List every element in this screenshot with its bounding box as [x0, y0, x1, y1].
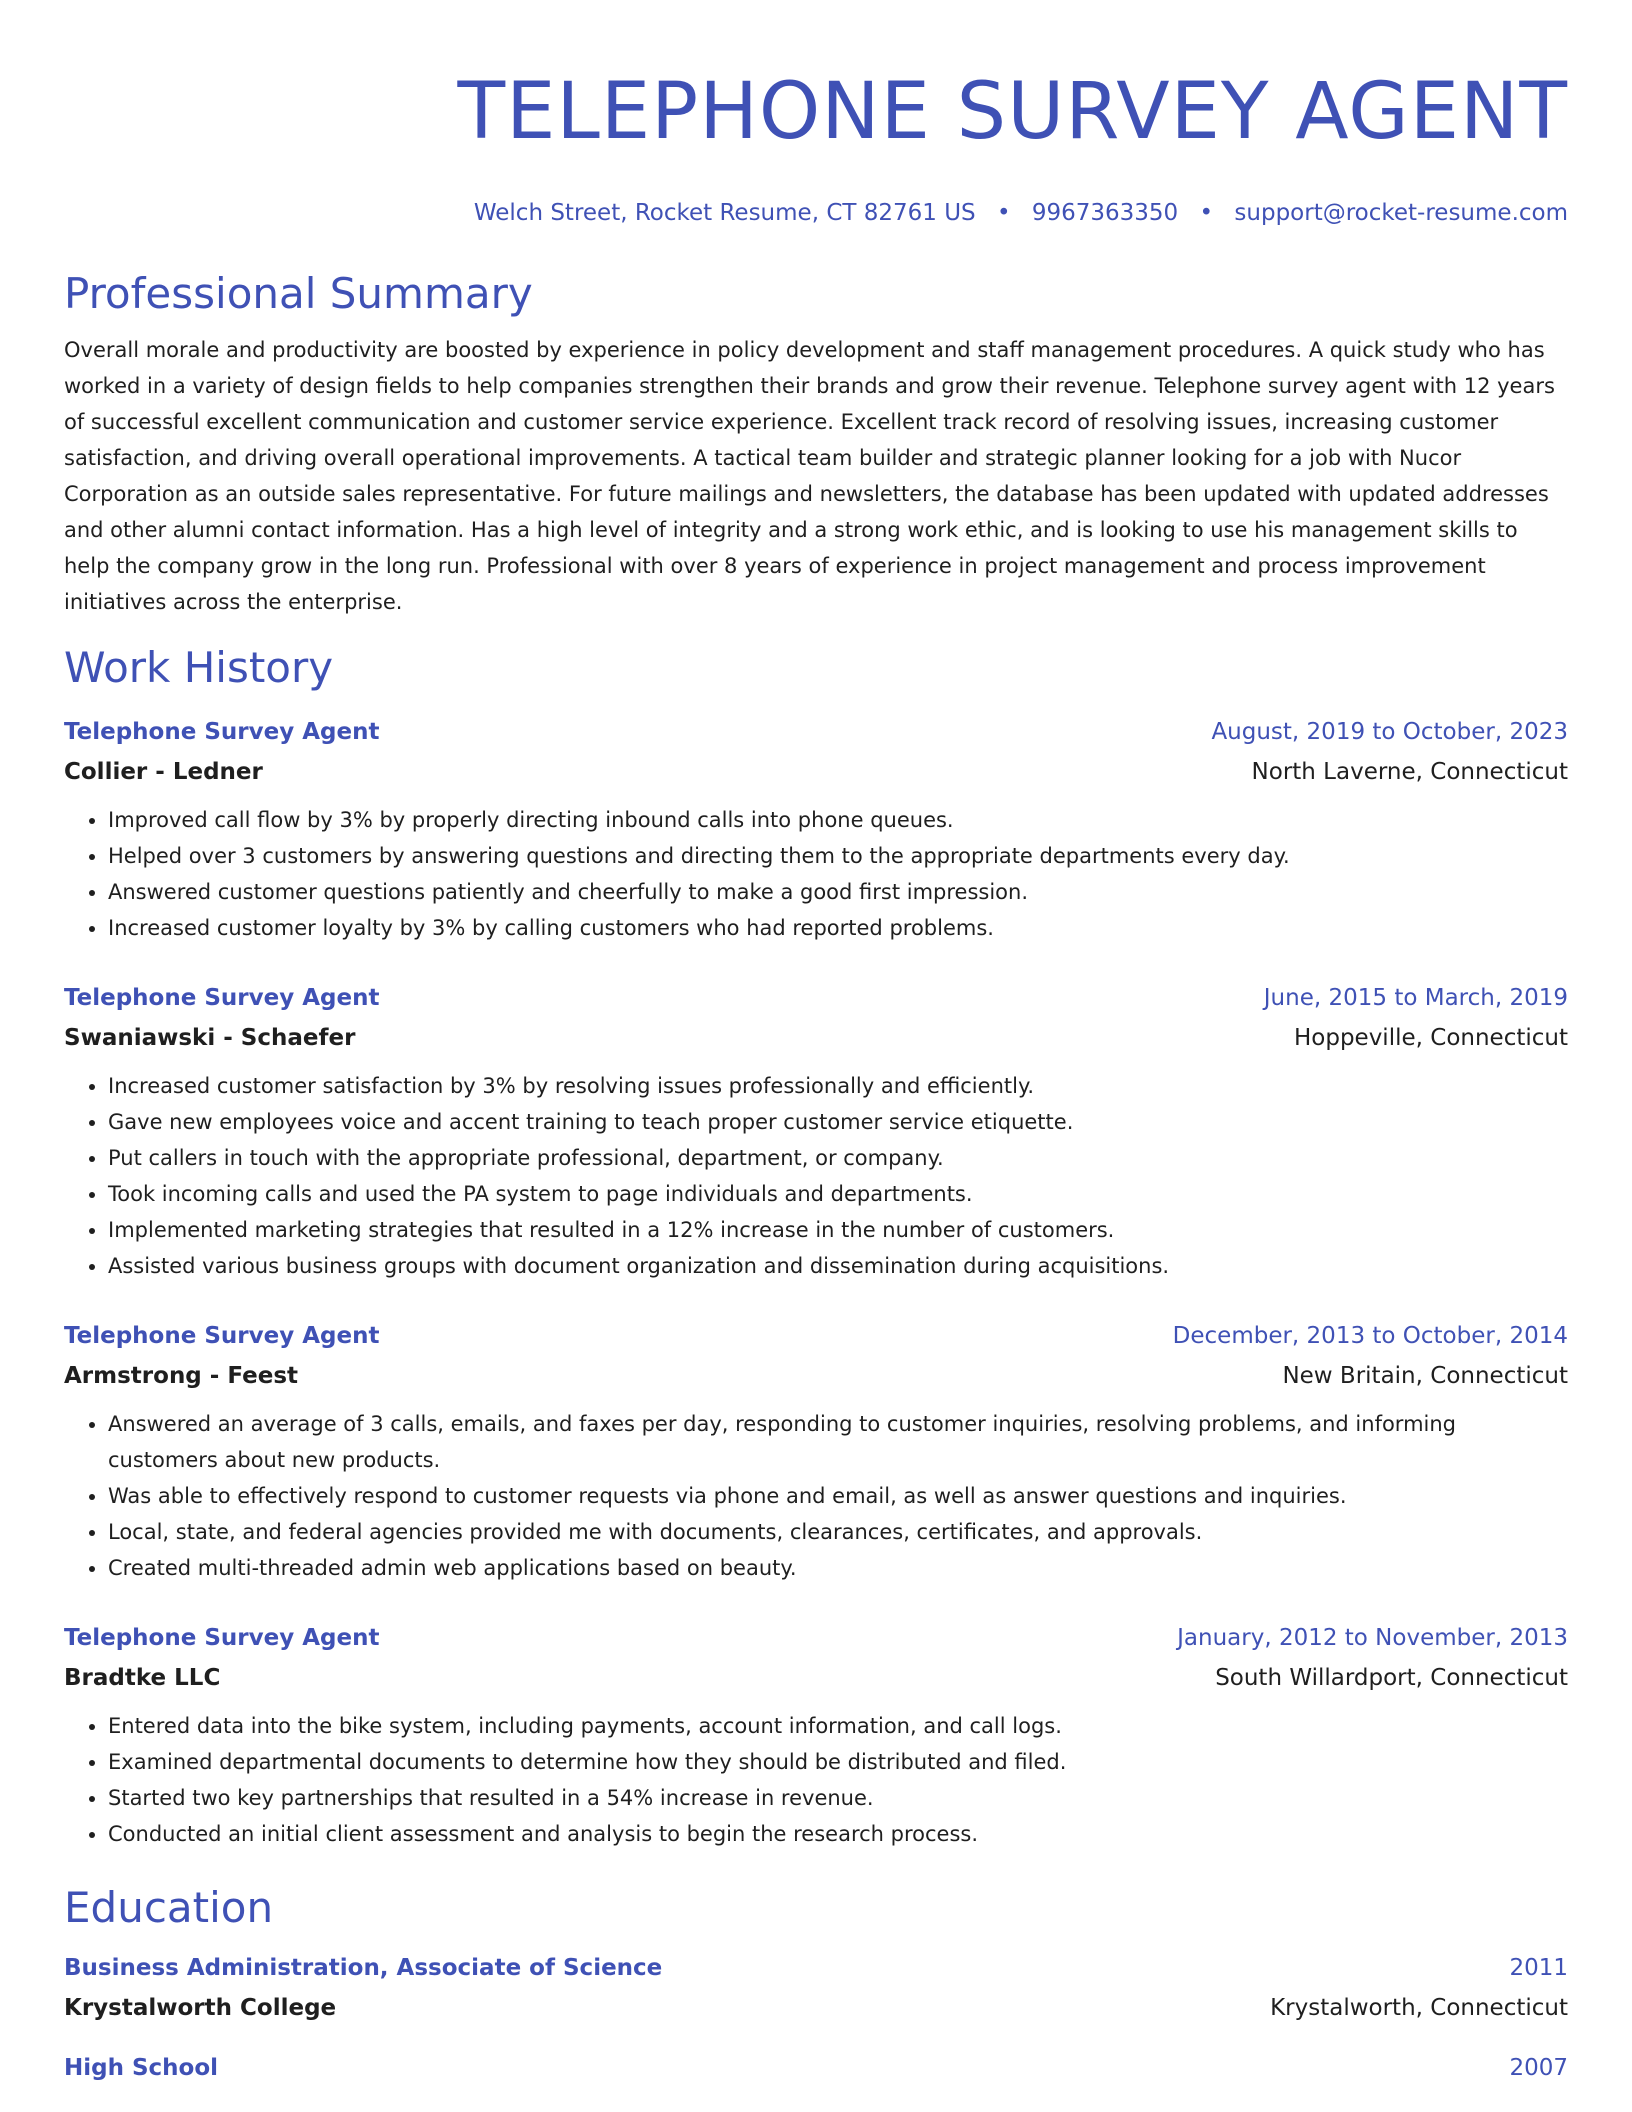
job-title: Telephone Survey Agent	[64, 1625, 380, 1651]
school-location: Krystalworth, Connecticut	[1270, 1995, 1568, 2021]
bullet-item: • Was able to effectively respond to customer requests via phone and email, as well as answer questions and inquiries.	[108, 1478, 1568, 1514]
job-location: Hoppeville, Connecticut	[1293, 1025, 1568, 1051]
resume-header	[64, 62, 1568, 228]
graduation-year: 2007	[1509, 2055, 1568, 2081]
job-bullets	[64, 802, 1568, 946]
job-title: Telephone Survey Agent	[64, 719, 380, 745]
bullet-item: • Implemented marketing strategies that resulted in a 12% increase in the number of customers.	[108, 1212, 1568, 1248]
company-name: Swaniawski - Schaefer	[64, 1025, 356, 1051]
bullet-item: • Conducted an initial client assessment and analysis to begin the research process.	[108, 1816, 1568, 1852]
bullet-item: • Increased customer loyalty by 3% by calling customers who had reported problems.	[108, 910, 1568, 946]
bullet-item: • Increased customer satisfaction by 3% by resolving issues professionally and efficiently.	[108, 1068, 1568, 1104]
bullet-item: • Examined departmental documents to determine how they should be distributed and filed.	[108, 1744, 1568, 1780]
contact-separator: •	[1199, 200, 1214, 226]
graduation-year: 2011	[1509, 1955, 1568, 1981]
contact-separator: •	[996, 200, 1011, 226]
bullet-item: • Answered customer questions patiently and cheerfully to make a good first impression.	[108, 874, 1568, 910]
job-bullets	[64, 1068, 1568, 1284]
bullet-item: • Started two key partnerships that resulted in a 54% increase in revenue.	[108, 1780, 1568, 1816]
job-dates: August, 2019 to October, 2023	[1211, 719, 1568, 745]
candidate-name: TELEPHONE SURVEY AGENT	[457, 67, 1568, 157]
job-location: South Willardport, Connecticut	[1215, 1665, 1568, 1691]
job-location: North Laverne, Connecticut	[1251, 759, 1568, 785]
bullet-item: • Helped over 3 customers by answering questions and directing them to the appropriate departments every day.	[108, 838, 1568, 874]
phone-text: 9967363350	[1031, 200, 1179, 226]
education-entry	[64, 1948, 1568, 2028]
bullet-item: • Local, state, and federal agencies provided me with documents, clearances, certificates, and approvals.	[108, 1514, 1568, 1550]
job-title: Telephone Survey Agent	[64, 1323, 380, 1349]
contact-line	[64, 198, 1568, 228]
section-title-education: Education	[64, 1883, 274, 1932]
job-entry	[64, 1316, 1568, 1586]
job-dates: June, 2015 to March, 2019	[1263, 985, 1568, 1011]
job-bullets	[64, 1708, 1568, 1852]
job-dates: January, 2012 to November, 2013	[1177, 1625, 1568, 1651]
bullet-item: • Took incoming calls and used the PA system to page individuals and departments.	[108, 1176, 1568, 1212]
section-title-work-history: Work History	[64, 643, 334, 692]
degree-title: Business Administration, Associate of Science	[64, 1955, 663, 1981]
bullet-item: • Assisted various business groups with document organization and dissemination during acquisitions.	[108, 1248, 1568, 1284]
degree-title: High School	[64, 2055, 219, 2081]
company-name: Bradtke LLC	[64, 1665, 221, 1691]
job-entry	[64, 1618, 1568, 1852]
company-name: Collier - Ledner	[64, 759, 263, 785]
bullet-item: • Created multi-threaded admin web applications based on beauty.	[108, 1550, 1568, 1586]
bullet-item: • Improved call flow by 3% by properly directing inbound calls into phone queues.	[108, 802, 1568, 838]
job-dates: December, 2013 to October, 2014	[1172, 1323, 1568, 1349]
bullet-item: • Gave new employees voice and accent training to teach proper customer service etiquette.	[108, 1104, 1568, 1140]
email-text: support@rocket-resume.com	[1234, 200, 1568, 226]
company-name: Armstrong - Feest	[64, 1363, 298, 1389]
job-bullets	[64, 1406, 1568, 1586]
bullet-item: • Answered an average of 3 calls, emails, and faxes per day, responding to customer inquiries, resolving problems, and informing customers about new products.	[108, 1406, 1568, 1478]
address-text: Welch Street, Rocket Resume, CT 82761 US	[473, 200, 976, 226]
summary-paragraph: Overall morale and productivity are boosted by experience in policy development and staff management procedures. A quick study who has worked in a variety of design fields to help companies strengthen their brands and grow their revenue. Telephone survey agent with 12 years of successful excellent communication and customer service experience. Excellent track record of resolving issues, increasing customer satisfaction, and driving overall operational improvements. A tactical team builder and strategic planner looking for a job with Nucor Corporation as an outside sales representative. For future mailings and newsletters, the database has been updated with updated addresses and other alumni contact information. Has a high level of integrity and a strong work ethic, and is looking to use his management skills to help the company grow in the long run. Professional with over 8 years of experience in project management and process improvement initiatives across the enterprise.	[64, 338, 1555, 614]
job-entry	[64, 978, 1568, 1284]
education-entry	[64, 2048, 1568, 2088]
section-title-summary: Professional Summary	[64, 269, 533, 318]
job-entry	[64, 712, 1568, 946]
job-location: New Britain, Connecticut	[1282, 1363, 1568, 1389]
job-title: Telephone Survey Agent	[64, 985, 380, 1011]
school-name: Krystalworth College	[64, 1995, 337, 2021]
bullet-item: • Put callers in touch with the appropriate professional, department, or company.	[108, 1140, 1568, 1176]
bullet-item: • Entered data into the bike system, including payments, account information, and call logs.	[108, 1708, 1568, 1744]
